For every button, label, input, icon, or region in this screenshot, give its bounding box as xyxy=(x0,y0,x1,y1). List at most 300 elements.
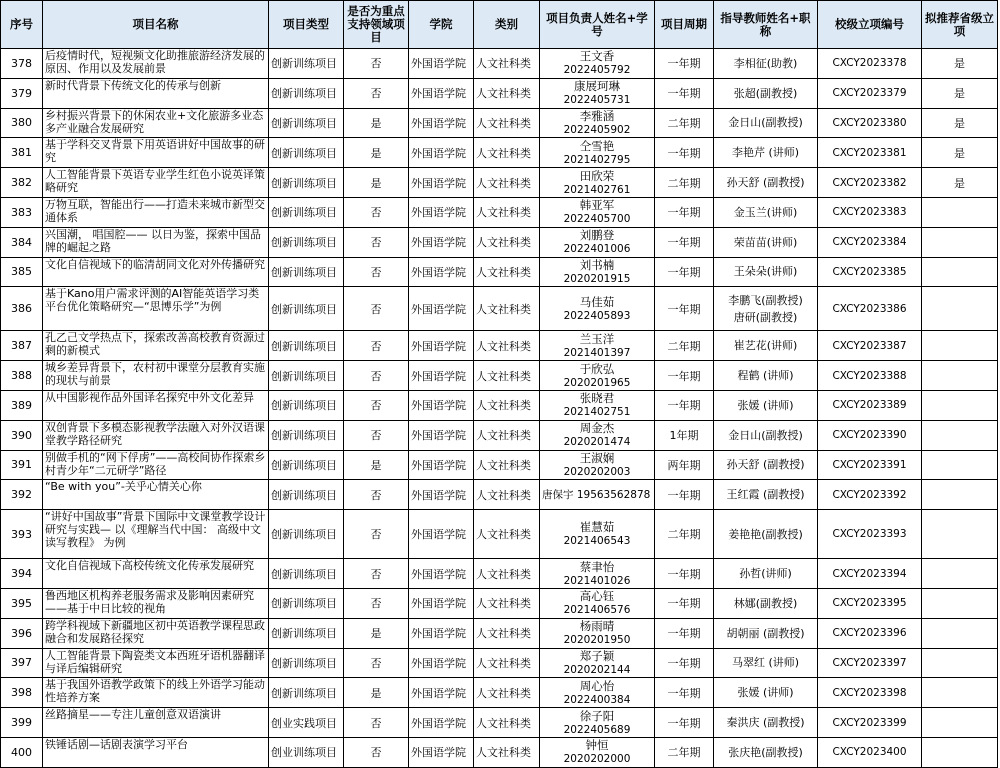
cell-category: 人文社科类 xyxy=(474,361,540,391)
cell-seq: 380 xyxy=(1,108,43,138)
cell-key-area: 否 xyxy=(344,197,409,227)
cell-category: 人文社科类 xyxy=(474,678,540,708)
cell-project-code: CXCY2023379 xyxy=(818,78,922,108)
advisor-name: 李艳芹 (讲师) xyxy=(731,146,800,160)
table-row[interactable] xyxy=(1,287,998,331)
cell-project-type: 创新训练项目 xyxy=(269,648,344,678)
cell-leader xyxy=(540,168,655,198)
cell-leader xyxy=(540,257,655,287)
cell-project-type: 创新训练项目 xyxy=(269,588,344,618)
table-row[interactable] xyxy=(1,361,998,391)
cell-seq: 390 xyxy=(1,420,43,450)
cell-period: 一年期 xyxy=(655,287,714,331)
cell-project-type: 创新训练项目 xyxy=(269,678,344,708)
leader-student-id: 2022400384 xyxy=(563,693,631,706)
leader-name: 刘鹏登 xyxy=(579,228,615,243)
cell-project-name: 城乡差异背景下，农村初中课堂分层教育实施的现状与前景 xyxy=(43,361,269,391)
cell-project-code: CXCY2023385 xyxy=(818,257,922,287)
leader-student-id: 2020201474 xyxy=(563,436,631,449)
advisor-name: 孙天舒 (副教授) xyxy=(726,458,805,472)
cell-category: 人文社科类 xyxy=(474,287,540,331)
leader-student-id: 2021406576 xyxy=(563,604,631,617)
cell-period: 一年期 xyxy=(655,49,714,79)
cell-category: 人文社科类 xyxy=(474,559,540,589)
cell-provincial xyxy=(922,618,998,648)
cell-project-type: 创新训练项目 xyxy=(269,480,344,510)
cell-period: 二年期 xyxy=(655,737,714,767)
table-row[interactable] xyxy=(1,227,998,257)
cell-leader xyxy=(540,361,655,391)
leader-name: 于欣弘 xyxy=(579,361,615,376)
advisor-name: 王朵朵(讲师) xyxy=(733,265,798,279)
cell-project-type: 创新训练项目 xyxy=(269,227,344,257)
advisor-name: 孙天舒 (副教授) xyxy=(726,176,805,190)
table-row[interactable] xyxy=(1,588,998,618)
table-row[interactable] xyxy=(1,708,998,738)
cell-dept: 外国语学院 xyxy=(409,78,474,108)
cell-category: 人文社科类 xyxy=(474,108,540,138)
table-row[interactable] xyxy=(1,510,998,559)
cell-provincial xyxy=(922,390,998,420)
cell-advisor xyxy=(714,708,818,738)
advisor-name: 马翠红 (讲师) xyxy=(731,656,800,670)
leader-name: 李雅涵 xyxy=(579,108,615,123)
cell-dept: 外国语学院 xyxy=(409,138,474,168)
cell-advisor xyxy=(714,450,818,480)
header-category: 类别 xyxy=(474,1,540,49)
cell-advisor xyxy=(714,390,818,420)
cell-seq: 397 xyxy=(1,648,43,678)
cell-provincial xyxy=(922,480,998,510)
cell-project-name: “讲好中国故事”背景下国际中文课堂教学设计研究与实践— 以《理解当代中国： 高级中文读写教程》 为例 xyxy=(43,510,269,559)
cell-seq: 388 xyxy=(1,361,43,391)
cell-advisor xyxy=(714,361,818,391)
table-row[interactable] xyxy=(1,49,998,79)
cell-key-area: 否 xyxy=(344,510,409,559)
cell-project-type: 创新训练项目 xyxy=(269,138,344,168)
cell-category: 人文社科类 xyxy=(474,197,540,227)
advisor-name: 王红霞 (副教授) xyxy=(726,488,805,502)
header-advisor: 指导教师姓名+职称 xyxy=(714,1,818,49)
cell-seq: 382 xyxy=(1,168,43,198)
cell-seq: 384 xyxy=(1,227,43,257)
cell-dept: 外国语学院 xyxy=(409,480,474,510)
cell-key-area: 否 xyxy=(344,227,409,257)
cell-key-area: 否 xyxy=(344,559,409,589)
cell-dept: 外国语学院 xyxy=(409,257,474,287)
table-row[interactable] xyxy=(1,450,998,480)
cell-advisor xyxy=(714,588,818,618)
cell-category: 人文社科类 xyxy=(474,78,540,108)
cell-period: 一年期 xyxy=(655,227,714,257)
cell-period: 二年期 xyxy=(655,510,714,559)
leader-student-id: 2020201965 xyxy=(563,376,631,389)
cell-key-area: 否 xyxy=(344,257,409,287)
leader-name: 钟恒 xyxy=(585,738,609,753)
cell-advisor xyxy=(714,648,818,678)
table-row[interactable] xyxy=(1,168,998,198)
cell-category: 人文社科类 xyxy=(474,480,540,510)
cell-period: 一年期 xyxy=(655,390,714,420)
leader-name: 崔慧茹 xyxy=(579,520,615,535)
cell-advisor xyxy=(714,480,818,510)
leader-name: 杨雨晴 xyxy=(579,619,615,634)
cell-category: 人文社科类 xyxy=(474,450,540,480)
leader-student-id: 2021402761 xyxy=(563,183,631,196)
advisor-name: 林娜(副教授) xyxy=(733,596,798,610)
cell-project-name: 兴国潮， 唱国腔—— 以日为鉴，探索中国品牌的崛起之路 xyxy=(43,227,269,257)
leader-student-id: 2022401006 xyxy=(563,243,631,256)
table-row[interactable] xyxy=(1,678,998,708)
cell-project-code: CXCY2023391 xyxy=(818,450,922,480)
cell-advisor xyxy=(714,678,818,708)
advisor-name: 李相征(助教) xyxy=(733,56,798,70)
cell-dept: 外国语学院 xyxy=(409,559,474,589)
leader-name: 马佳茹 xyxy=(579,294,615,309)
advisor-name: 李鹏飞(副教授) xyxy=(728,293,803,307)
cell-category: 人文社科类 xyxy=(474,648,540,678)
advisor-name: 荣苗苗(讲师) xyxy=(733,235,798,249)
cell-key-area: 是 xyxy=(344,108,409,138)
cell-key-area: 是 xyxy=(344,450,409,480)
cell-dept: 外国语学院 xyxy=(409,49,474,79)
cell-project-code: CXCY2023396 xyxy=(818,618,922,648)
cell-key-area: 否 xyxy=(344,331,409,361)
cell-project-name: 文化自信视域下高校传统文化传承发展研究 xyxy=(43,559,269,589)
cell-project-name: 基于我国外语教学政策下的线上外语学习能动性培养方案 xyxy=(43,678,269,708)
cell-key-area: 是 xyxy=(344,168,409,198)
cell-project-code: CXCY2023392 xyxy=(818,480,922,510)
cell-project-type: 创新训练项目 xyxy=(269,510,344,559)
cell-period: 两年期 xyxy=(655,450,714,480)
table-row[interactable] xyxy=(1,480,998,510)
cell-key-area: 是 xyxy=(344,678,409,708)
cell-advisor xyxy=(714,138,818,168)
table-row[interactable] xyxy=(1,138,998,168)
table-body xyxy=(1,49,998,768)
cell-key-area: 否 xyxy=(344,361,409,391)
leader-name: 韩亚军 xyxy=(579,198,615,213)
cell-seq: 386 xyxy=(1,287,43,331)
cell-project-name: 孔乙己文学热点下，探索改善高校教育资源过剩的新模式 xyxy=(43,331,269,361)
cell-key-area: 否 xyxy=(344,648,409,678)
cell-seq: 383 xyxy=(1,197,43,227)
cell-project-type: 创新训练项目 xyxy=(269,420,344,450)
cell-project-code: CXCY2023378 xyxy=(818,49,922,79)
cell-period: 一年期 xyxy=(655,197,714,227)
header-seq: 序号 xyxy=(1,1,43,49)
header-provincial: 拟推荐省级立项 xyxy=(922,1,998,49)
cell-dept: 外国语学院 xyxy=(409,197,474,227)
cell-key-area: 否 xyxy=(344,390,409,420)
leader-name: 兰玉洋 xyxy=(579,331,615,346)
advisor-name: 程鹤 (讲师) xyxy=(737,369,794,383)
cell-advisor xyxy=(714,510,818,559)
cell-leader xyxy=(540,708,655,738)
cell-project-name: 从中国影视作品外国译名探究中外文化差异 xyxy=(43,390,269,420)
cell-project-type: 创新训练项目 xyxy=(269,168,344,198)
cell-dept: 外国语学院 xyxy=(409,361,474,391)
cell-leader xyxy=(540,618,655,648)
leader-name: 周心怡 xyxy=(579,678,615,693)
cell-project-name: 双创背景下多模态影视教学法融入对外汉语课堂教学路径研究 xyxy=(43,420,269,450)
cell-advisor xyxy=(714,197,818,227)
cell-provincial: 是 xyxy=(922,108,998,138)
cell-seq: 391 xyxy=(1,450,43,480)
leader-student-id: 2021402751 xyxy=(563,406,631,419)
cell-period: 一年期 xyxy=(655,480,714,510)
leader-name: 高心钰 xyxy=(579,589,615,604)
cell-provincial xyxy=(922,287,998,331)
leader-name: 徐子阳 xyxy=(579,708,615,723)
table-row[interactable] xyxy=(1,78,998,108)
cell-category: 人文社科类 xyxy=(474,168,540,198)
leader-student-id: 2022405731 xyxy=(563,94,631,107)
cell-category: 人文社科类 xyxy=(474,618,540,648)
cell-period: 二年期 xyxy=(655,108,714,138)
cell-provincial xyxy=(922,420,998,450)
cell-leader xyxy=(540,49,655,79)
cell-project-type: 创新训练项目 xyxy=(269,390,344,420)
cell-category: 人文社科类 xyxy=(474,49,540,79)
cell-seq: 398 xyxy=(1,678,43,708)
cell-leader xyxy=(540,331,655,361)
cell-leader xyxy=(540,78,655,108)
cell-provincial: 是 xyxy=(922,49,998,79)
cell-dept: 外国语学院 xyxy=(409,510,474,559)
leader-student-id: 2020202003 xyxy=(563,465,631,478)
table-row[interactable] xyxy=(1,618,998,648)
leader-name: 蔡聿怡 xyxy=(579,559,615,574)
cell-provincial: 是 xyxy=(922,138,998,168)
cell-leader xyxy=(540,108,655,138)
cell-seq: 385 xyxy=(1,257,43,287)
cell-project-name: 人工智能背景下英语专业学生红色小说英译策略研究 xyxy=(43,168,269,198)
cell-provincial xyxy=(922,559,998,589)
cell-project-name: 别做手机的“网下俘虏”——高校间协作探索乡村青少年“二元研学”路径 xyxy=(43,450,269,480)
advisor-name: 张超(副教授) xyxy=(733,86,798,100)
leader-student-id: 2021401397 xyxy=(563,346,631,359)
cell-provincial xyxy=(922,588,998,618)
cell-seq: 379 xyxy=(1,78,43,108)
advisor-name: 金日山(副教授) xyxy=(728,116,803,130)
cell-dept: 外国语学院 xyxy=(409,648,474,678)
cell-seq: 389 xyxy=(1,390,43,420)
cell-category: 人文社科类 xyxy=(474,510,540,559)
header-dept: 学院 xyxy=(409,1,474,49)
cell-project-code: CXCY2023393 xyxy=(818,510,922,559)
cell-provincial xyxy=(922,708,998,738)
cell-project-type: 创新训练项目 xyxy=(269,618,344,648)
cell-project-type: 创新训练项目 xyxy=(269,257,344,287)
cell-period: 一年期 xyxy=(655,708,714,738)
cell-seq: 399 xyxy=(1,708,43,738)
cell-key-area: 是 xyxy=(344,618,409,648)
cell-project-type: 创新训练项目 xyxy=(269,108,344,138)
cell-key-area: 否 xyxy=(344,708,409,738)
cell-project-name: 文化自信视域下的临清胡同文化对外传播研究 xyxy=(43,257,269,287)
advisor-name: 张庆艳(副教授) xyxy=(728,745,803,759)
cell-advisor xyxy=(714,168,818,198)
cell-seq: 394 xyxy=(1,559,43,589)
cell-seq: 393 xyxy=(1,510,43,559)
cell-project-name: “Be with you”-关乎心情关心你 xyxy=(43,480,269,510)
header-leader: 项目负责人姓名+学号 xyxy=(540,1,655,49)
cell-leader xyxy=(540,559,655,589)
cell-provincial xyxy=(922,450,998,480)
table-row[interactable] xyxy=(1,390,998,420)
advisor-name: 金玉兰(讲师) xyxy=(733,205,798,219)
cell-provincial xyxy=(922,648,998,678)
table-row[interactable] xyxy=(1,257,998,287)
cell-project-code: CXCY2023387 xyxy=(818,331,922,361)
cell-key-area: 否 xyxy=(344,588,409,618)
cell-project-code: CXCY2023389 xyxy=(818,390,922,420)
cell-project-code: CXCY2023388 xyxy=(818,361,922,391)
cell-seq: 400 xyxy=(1,737,43,767)
cell-advisor xyxy=(714,227,818,257)
header-name: 项目名称 xyxy=(43,1,269,49)
cell-category: 人文社科类 xyxy=(474,588,540,618)
cell-category: 人文社科类 xyxy=(474,737,540,767)
leader-name: 仝雪艳 xyxy=(579,138,615,153)
cell-period: 一年期 xyxy=(655,618,714,648)
cell-advisor xyxy=(714,287,818,331)
leader-student-id: 2020202144 xyxy=(563,663,631,676)
cell-project-name: 万物互联，智能出行——打造未来城市新型交通体系 xyxy=(43,197,269,227)
cell-project-type: 创新训练项目 xyxy=(269,197,344,227)
cell-category: 人文社科类 xyxy=(474,227,540,257)
leader-name: 王文香 xyxy=(579,49,615,64)
cell-dept: 外国语学院 xyxy=(409,287,474,331)
cell-provincial xyxy=(922,197,998,227)
header-type: 项目类型 xyxy=(269,1,344,49)
cell-project-name: 基于Kano用户需求评测的AI智能英语学习类平台优化策略研究—“思博乐学”为例 xyxy=(43,287,269,331)
cell-project-code: CXCY2023397 xyxy=(818,648,922,678)
cell-seq: 396 xyxy=(1,618,43,648)
cell-provincial xyxy=(922,361,998,391)
cell-key-area: 否 xyxy=(344,480,409,510)
cell-period: 一年期 xyxy=(655,257,714,287)
leader-student-id: 2022405792 xyxy=(563,64,631,77)
cell-project-code: CXCY2023381 xyxy=(818,138,922,168)
cell-project-code: CXCY2023398 xyxy=(818,678,922,708)
leader-student-id: 2022405700 xyxy=(563,213,631,226)
header-key-area: 是否为重点支持领域项目 xyxy=(344,1,409,49)
table-row[interactable] xyxy=(1,108,998,138)
cell-project-code: CXCY2023383 xyxy=(818,197,922,227)
cell-period: 一年期 xyxy=(655,648,714,678)
cell-leader xyxy=(540,510,655,559)
cell-leader xyxy=(540,287,655,331)
advisor-name: 胡朝丽 (副教授) xyxy=(726,626,805,640)
cell-category: 人文社科类 xyxy=(474,331,540,361)
table-row[interactable] xyxy=(1,559,998,589)
cell-project-type: 创新训练项目 xyxy=(269,450,344,480)
cell-provincial xyxy=(922,257,998,287)
advisor-name: 张媛 (讲师) xyxy=(737,686,794,700)
cell-period: 一年期 xyxy=(655,588,714,618)
cell-key-area: 否 xyxy=(344,78,409,108)
cell-project-code: CXCY2023390 xyxy=(818,420,922,450)
table-row[interactable] xyxy=(1,648,998,678)
header-period: 项目周期 xyxy=(655,1,714,49)
cell-project-name: 铁锤话剧—话剧表演学习平台 xyxy=(43,737,269,767)
cell-category: 人文社科类 xyxy=(474,390,540,420)
cell-dept: 外国语学院 xyxy=(409,227,474,257)
leader-name: 王淑娴 xyxy=(579,450,615,465)
leader-student-id: 2021402795 xyxy=(563,153,631,166)
leader-student-id: 2022405893 xyxy=(563,309,631,322)
cell-project-name: 后疫情时代，短视频文化助推旅游经济发展的原因、作用以及发展前景 xyxy=(43,49,269,79)
cell-project-code: CXCY2023400 xyxy=(818,737,922,767)
cell-period: 一年期 xyxy=(655,138,714,168)
table-row[interactable] xyxy=(1,197,998,227)
cell-project-name: 新时代背景下传统文化的传承与创新 xyxy=(43,78,269,108)
cell-leader xyxy=(540,197,655,227)
cell-leader xyxy=(540,420,655,450)
cell-project-type: 创业实践项目 xyxy=(269,708,344,738)
cell-dept: 外国语学院 xyxy=(409,737,474,767)
cell-dept: 外国语学院 xyxy=(409,450,474,480)
cell-leader xyxy=(540,678,655,708)
cell-key-area: 否 xyxy=(344,420,409,450)
cell-dept: 外国语学院 xyxy=(409,588,474,618)
table-row[interactable] xyxy=(1,420,998,450)
cell-advisor xyxy=(714,331,818,361)
cell-seq: 395 xyxy=(1,588,43,618)
cell-provincial: 是 xyxy=(922,168,998,198)
header-code: 校级立项编号 xyxy=(818,1,922,49)
cell-project-code: CXCY2023382 xyxy=(818,168,922,198)
leader-student-id: 2020202000 xyxy=(563,753,631,766)
cell-key-area: 否 xyxy=(344,49,409,79)
cell-dept: 外国语学院 xyxy=(409,420,474,450)
cell-advisor xyxy=(714,559,818,589)
cell-project-name: 丝路摘星——专注儿童创意双语演讲 xyxy=(43,708,269,738)
advisor-name: 张媛 (讲师) xyxy=(737,398,794,412)
cell-project-code: CXCY2023394 xyxy=(818,559,922,589)
cell-period: 一年期 xyxy=(655,361,714,391)
cell-leader xyxy=(540,450,655,480)
cell-project-type: 创新训练项目 xyxy=(269,331,344,361)
leader-name: 田欣荣 xyxy=(579,168,615,183)
table-row[interactable] xyxy=(1,331,998,361)
cell-provincial xyxy=(922,227,998,257)
advisor-name: 金日山(副教授) xyxy=(728,428,803,442)
cell-provincial xyxy=(922,678,998,708)
cell-seq: 392 xyxy=(1,480,43,510)
cell-project-name: 鲁西地区机构养老服务需求及影响因素研究——基于中日比较的视角 xyxy=(43,588,269,618)
cell-category: 人文社科类 xyxy=(474,420,540,450)
leader-name: 周金杰 xyxy=(579,421,615,436)
cell-category: 人文社科类 xyxy=(474,257,540,287)
cell-project-type: 创新训练项目 xyxy=(269,78,344,108)
leader-student-id: 2020201915 xyxy=(563,272,631,285)
cell-period: 二年期 xyxy=(655,168,714,198)
cell-leader: 唐保宇 19563562878 xyxy=(540,480,655,510)
cell-category: 人文社科类 xyxy=(474,708,540,738)
leader-name: 康展珂琳 xyxy=(574,79,620,94)
leader-student-id: 2020201950 xyxy=(563,634,631,647)
cell-dept: 外国语学院 xyxy=(409,618,474,648)
cell-period: 一年期 xyxy=(655,78,714,108)
cell-project-name: 人工智能背景下陶瓷类文本西班牙语机器翻译与译后编辑研究 xyxy=(43,648,269,678)
cell-period: 一年期 xyxy=(655,678,714,708)
leader-name: 郑子颖 xyxy=(579,648,615,663)
cell-advisor xyxy=(714,257,818,287)
cell-project-type: 创新训练项目 xyxy=(269,49,344,79)
